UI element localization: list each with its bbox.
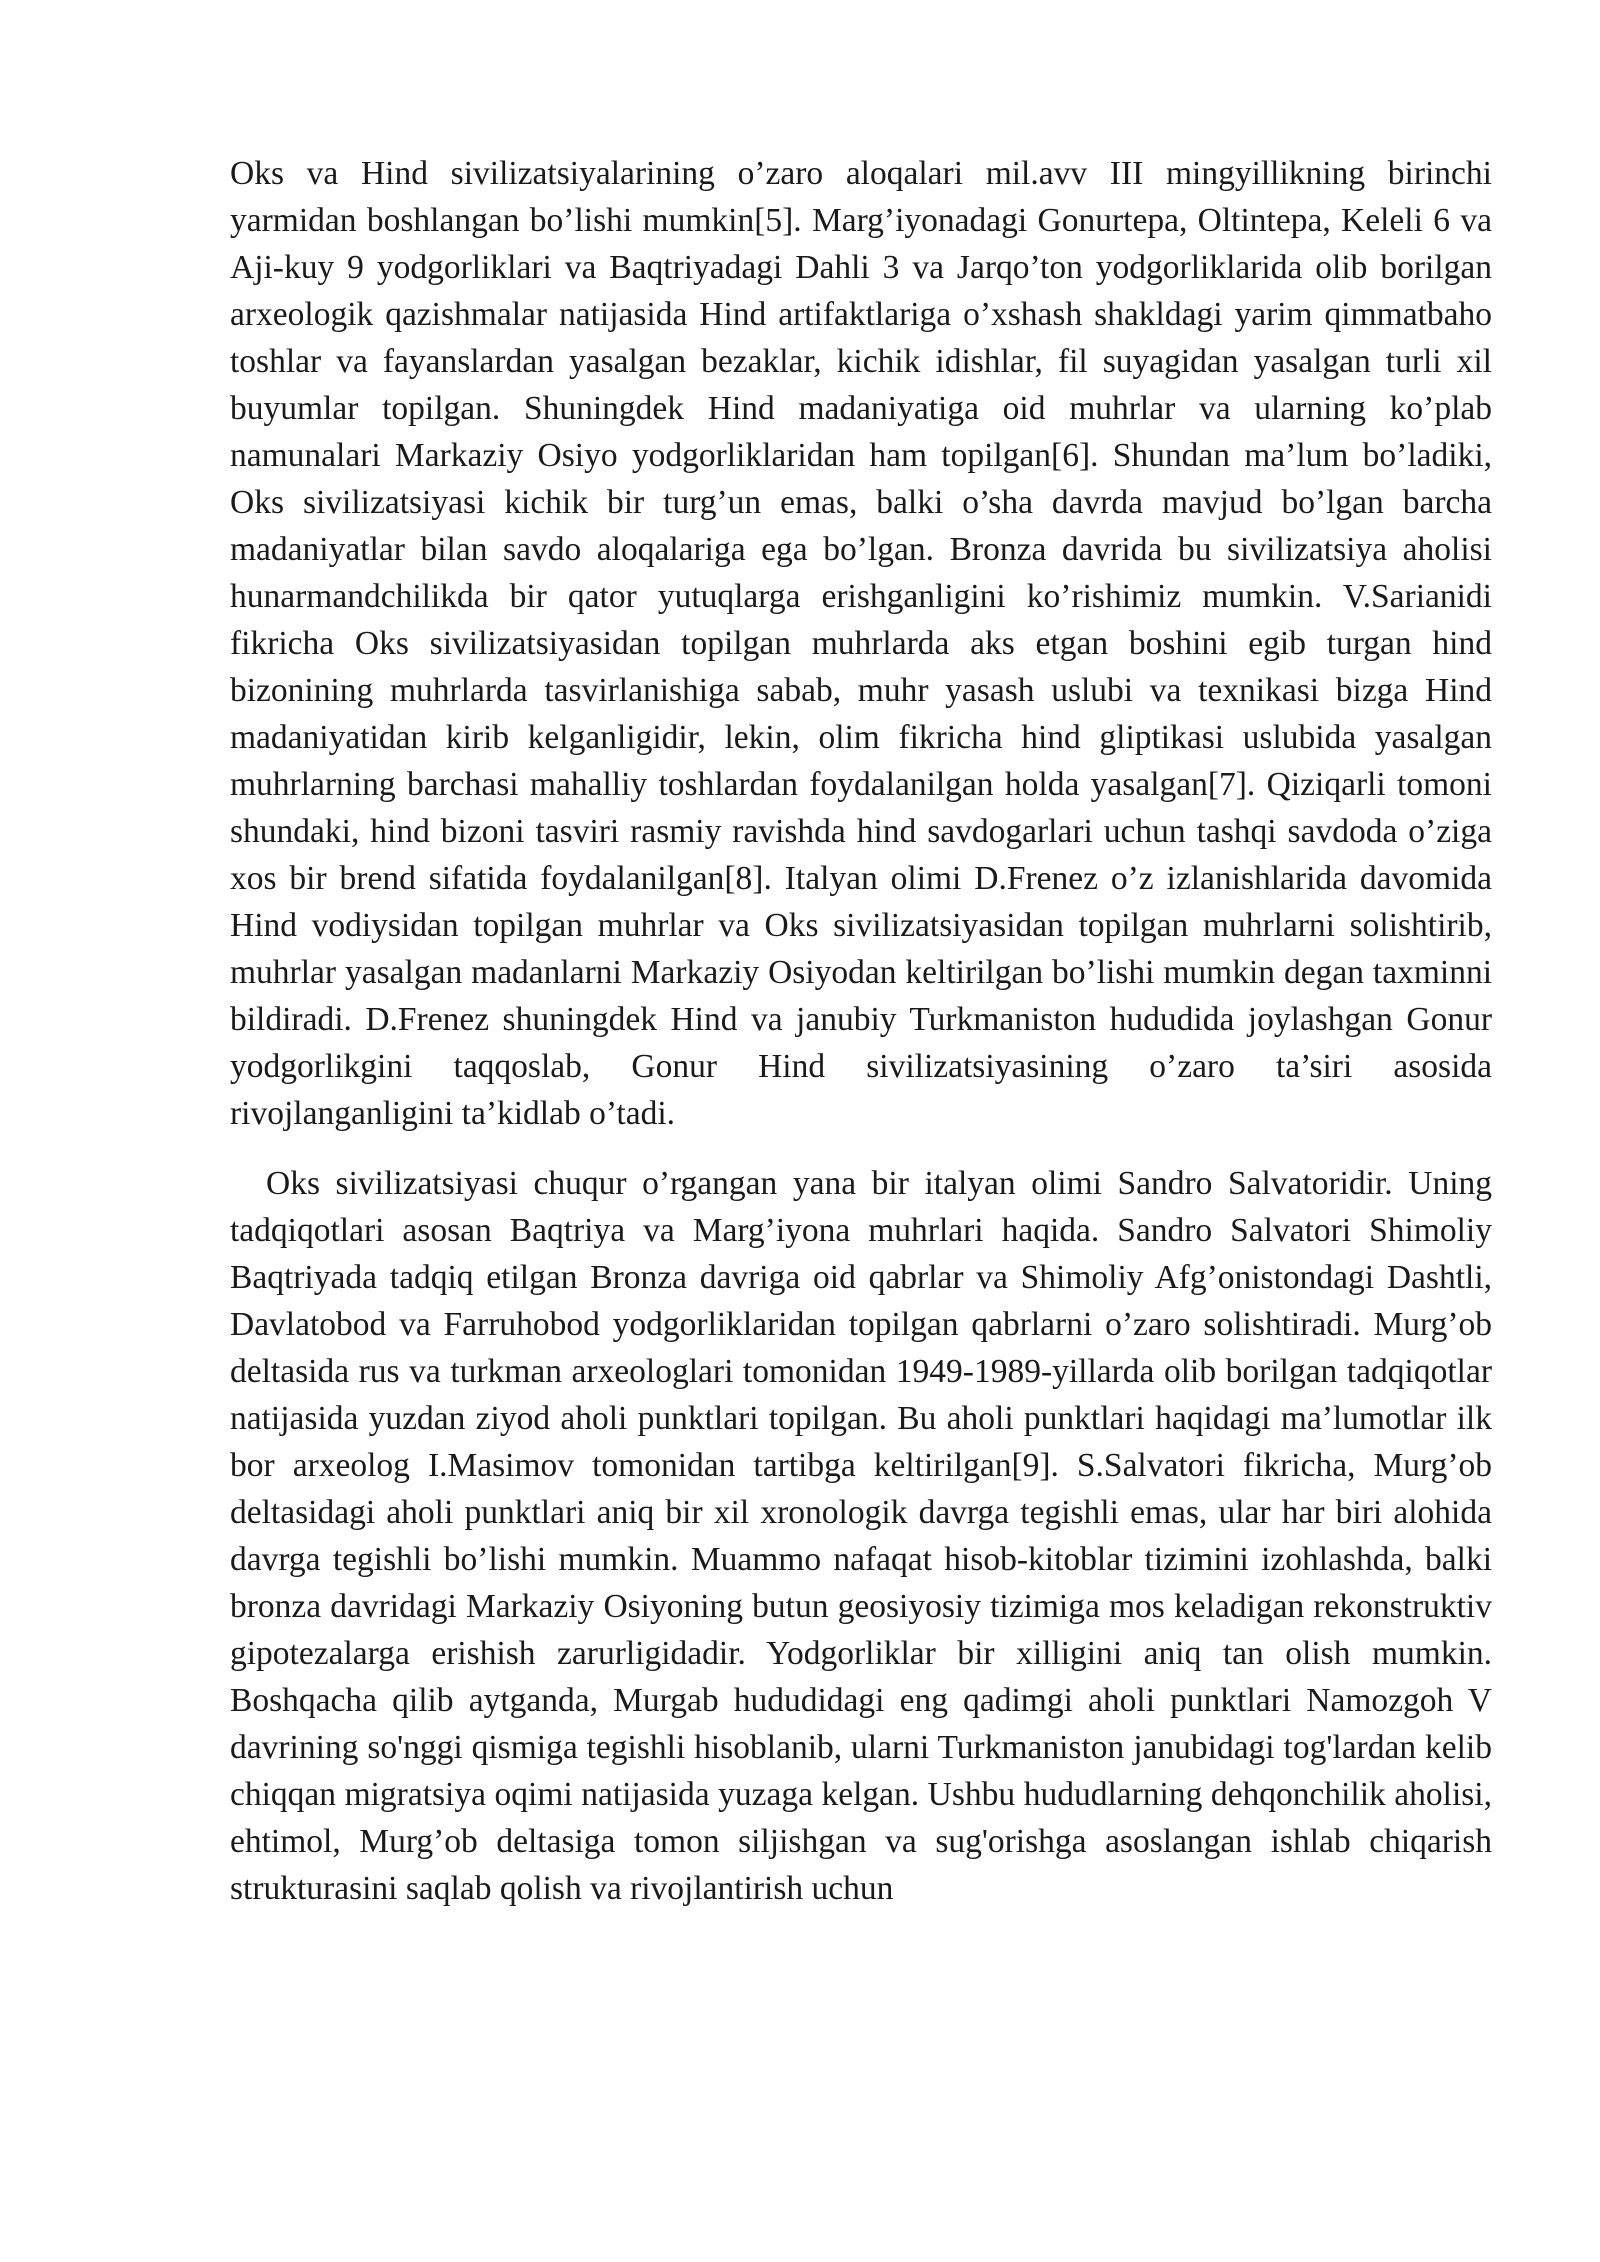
paragraph-oks-hind-relations: Oks va Hind sivilizatsiyalarining o’zaro aloqalari mil.avv III mingyillikning birinchi yarmidan boshlangan bo’lishi mumkin[5]. Marg’iyonadagi Gonurtepa, Oltintepa, Keleli 6 va Aji-kuy 9 yodgorliklari va Baqtriyadagi Dahli 3 va Jarqo’ton yodgorliklarida olib borilgan arxeologik qazishmalar natijasida Hind artifaktlariga o’xshash shakldagi yarim qimmatbaho toshlar va fayanslardan yasalgan bezaklar, kichik idishlar, fil suyagidan yasalgan turli xil buyumlar topilgan. Shuningdek Hind madaniyatiga oid muhrlar va ularning ko’plab namunalari Markaziy Osiyo yodgorliklaridan ham topilgan[6]. Shundan ma’lum bo’ladiki, Oks sivilizatsiyasi kichik bir turg’un emas, balki o’sha davrda mavjud bo’lgan barcha madaniyatlar bilan savdo aloqalariga ega bo’lgan. Bronza davrida bu sivilizatsiya aholisi hunarmandchilikda bir qator yutuqlarga erishganligini ko’rishimiz mumkin. V.Sarianidi fikricha Oks sivilizatsiyasidan topilgan muhrlarda aks etgan boshini egib turgan hind bizonining muhrlarda tasvirlanishiga sabab, muhr yasash uslubi va texnikasi bizga Hind madaniyatidan kirib kelganligidir, lekin, olim fikricha hind gliptikasi uslubida yasalgan muhrlarning barchasi mahalliy toshlardan foydalanilgan holda yasalgan[7]. Qiziqarli tomoni shundaki, hind bizoni tasviri rasmiy ravishda hind savdogarlari uchun tashqi savdoda o’ziga xos bir brend sifatida foydalanilgan[8]. Italyan olimi D.Frenez o’z izlanishlarida davomida Hind vodiysidan topilgan muhrlar va Oks sivilizatsiyasidan topilgan muhrlarni solishtirib, muhrlar yasalgan madanlarni Markaziy Osiyodan keltirilgan bo’lishi mumkin degan taxminni bildiradi. D.Frenez shuningdek Hind va janubiy Turkmaniston hududida joylashgan Gonur yodgorlikgini taqqoslab, Gonur Hind sivilizatsiyasining o’zaro ta’siri asosida rivojlanganligini ta’kidlab o’tadi. xyxy=(230,155,1492,1132)
document-body xyxy=(230,150,1492,1912)
paragraph-salvatori-research: Oks sivilizatsiyasi chuqur o’rgangan yana bir italyan olimi Sandro Salvatoridir. Uning tadqiqotlari asosan Baqtriya va Marg’iyona muhrlari haqida. Sandro Salvatori Shimoliy Baqtriyada tadqiq etilgan Bronza davriga oid qabrlar va Shimoliy Afg’onistondagi Dashtli, Davlatobod va Farruhobod yodgorliklaridan topilgan qabrlarni o’zaro solishtiradi. Murg’ob deltasida rus va turkman arxeologlari tomonidan 1949-1989-yillarda olib borilgan tadqiqotlar natijasida yuzdan ziyod aholi punktlari topilgan. Bu aholi punktlari haqidagi ma’lumotlar ilk bor arxeolog I.Masimov tomonidan tartibga keltirilgan[9]. S.Salvatori fikricha, Murg’ob deltasidagi aholi punktlari aniq bir xil xronologik davrga tegishli emas, ular har biri alohida davrga tegishli bo’lishi mumkin. Muammo nafaqat hisob-kitoblar tizimini izohlashda, balki bronza davridagi Markaziy Osiyoning butun geosiyosiy tizimiga mos keladigan rekonstruktiv gipotezalarga erishish zarurligidadir. Yodgorliklar bir xilligini aniq tan olish mumkin. Boshqacha qilib aytganda, Murgab hududidagi eng qadimgi aholi punktlari Namozgoh V davrining so'nggi qismiga tegishli hisoblanib, ularni Turkmaniston janubidagi tog'lardan kelib chiqqan migratsiya oqimi natijasida yuzaga kelgan. Ushbu hududlarning dehqonchilik aholisi, ehtimol, Murg’ob deltasiga tomon siljishgan va sug'orishga asoslangan ishlab chiqarish strukturasini saqlab qolish va rivojlantirish uchun xyxy=(230,1165,1492,1907)
